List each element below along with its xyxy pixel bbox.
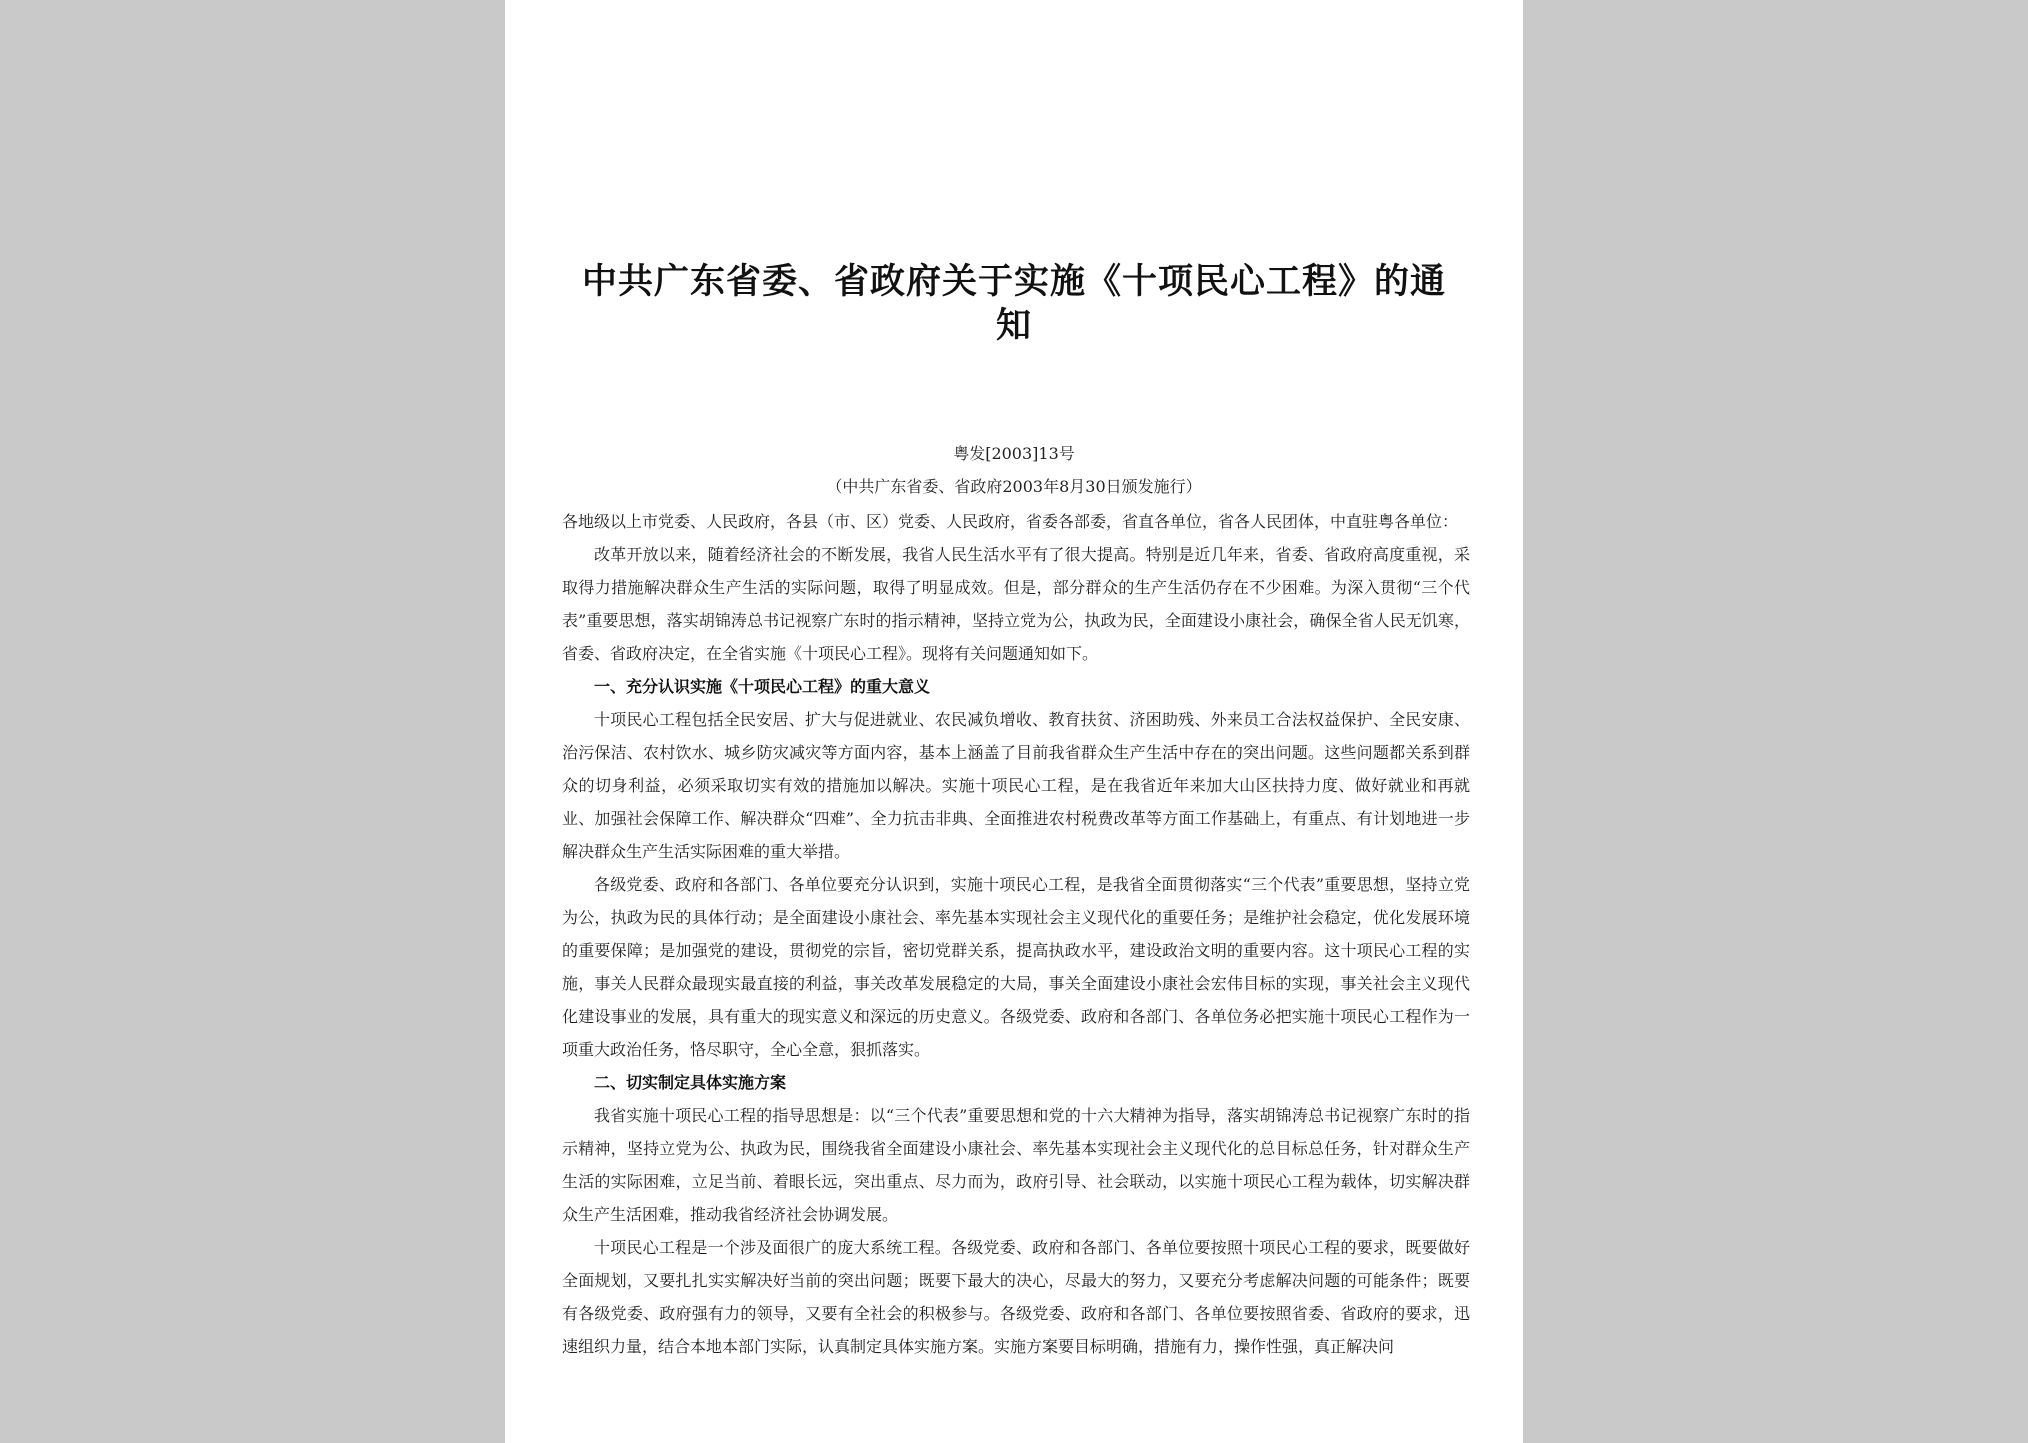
section1-paragraph-2: 各级党委、政府和各部门、各单位要充分认识到，实施十项民心工程，是我省全面贯彻落实“三个代表”重要思想，坚持立党为公，执政为民的具体行动；是全面建设小康社会、率先基本实现社会主义现代化的重要任务；是维护社会稳定，优化发展环境的重要保障；是加强党的建设，贯彻党的宗旨，密切党群关系，提高执政水平，建设政治文明的重要内容。这十项民心工程的实施，事关人民群众最现实最直接的利益，事关改革发展稳定的大局，事关全面建设小康社会宏伟目标的实现，事关社会主义现代化建设事业的发展，具有重大的现实意义和深远的历史意义。各级党委、政府和各部门、各单位务必把实施十项民心工程作为一项重大政治任务，恪尽职守，全心全意，狠抓落实。 <box>562 875 1470 1059</box>
addressee-paragraph: 各地级以上市党委、人民政府，各县（市、区）党委、人民政府，省委各部委，省直各单位，省各人民团体，中直驻粤各单位： <box>562 512 1459 531</box>
section-heading-2: 二、切实制定具体实施方案 <box>594 1073 787 1092</box>
document-number: 粤发[2003]13号 <box>953 444 1075 463</box>
intro-paragraph: 改革开放以来，随着经济社会的不断发展，我省人民生活水平有了很大提高。特别是近几年来，省委、省政府高度重视，采取得力措施解决群众生产生活的实际问题，取得了明显成效。但是，部分群众的生产生活仍存在不少困难。为深入贯彻“三个代表”重要思想，落实胡锦涛总书记视察广东时的指示精神，坚持立党为公，执政为民，全面建设小康社会，确保全省人民无饥寒，省委、省政府决定，在全省实施《十项民心工程》。现将有关问题通知如下。 <box>562 545 1470 663</box>
section-heading-1: 一、充分认识实施《十项民心工程》的重大意义 <box>594 677 931 696</box>
document-title: 中共广东省委、省政府关于实施《十项民心工程》的通知 <box>581 261 1446 346</box>
issuer-line: （中共广东省委、省政府2003年8月30日颁发施行） <box>826 477 1202 496</box>
section2-paragraph-1: 我省实施十项民心工程的指导思想是：以“三个代表”重要思想和党的十六大精神为指导，落实胡锦涛总书记视察广东时的指示精神，坚持立党为公、执政为民，围绕我省全面建设小康社会、率先基本实现社会主义现代化的总目标总任务，针对群众生产生活的实际困难，立足当前、着眼长远，突出重点、尽力而为，政府引导、社会联动，以实施十项民心工程为载体，切实解决群众生产生活困难，推动我省经济社会协调发展。 <box>562 1106 1470 1224</box>
document-body <box>562 505 1470 1363</box>
section2-paragraph-2: 十项民心工程是一个涉及面很广的庞大系统工程。各级党委、政府和各部门、各单位要按照十项民心工程的要求，既要做好全面规划，又要扎扎实实解决好当前的突出问题；既要下最大的决心，尽最大的努力，又要充分考虑解决问题的可能条件；既要有各级党委、政府强有力的领导，又要有全社会的积极参与。各级党委、政府和各部门、各单位要按照省委、省政府的要求，迅速组织力量，结合本地本部门实际，认真制定具体实施方案。实施方案要目标明确，措施有力，操作性强，真正解决问 <box>562 1238 1470 1356</box>
document-page <box>505 0 1523 1443</box>
section1-paragraph-1: 十项民心工程包括全民安居、扩大与促进就业、农民减负增收、教育扶贫、济困助残、外来员工合法权益保护、全民安康、治污保洁、农村饮水、城乡防灾减灾等方面内容，基本上涵盖了目前我省群众生产生活中存在的突出问题。这些问题都关系到群众的切身利益，必须采取切实有效的措施加以解决。实施十项民心工程，是在我省近年来加大山区扶持力度、做好就业和再就业、加强社会保障工作、解决群众“四难”、全力抗击非典、全面推进农村税费改革等方面工作基础上，有重点、有计划地进一步解决群众生产生活实际困难的重大举措。 <box>562 710 1470 861</box>
